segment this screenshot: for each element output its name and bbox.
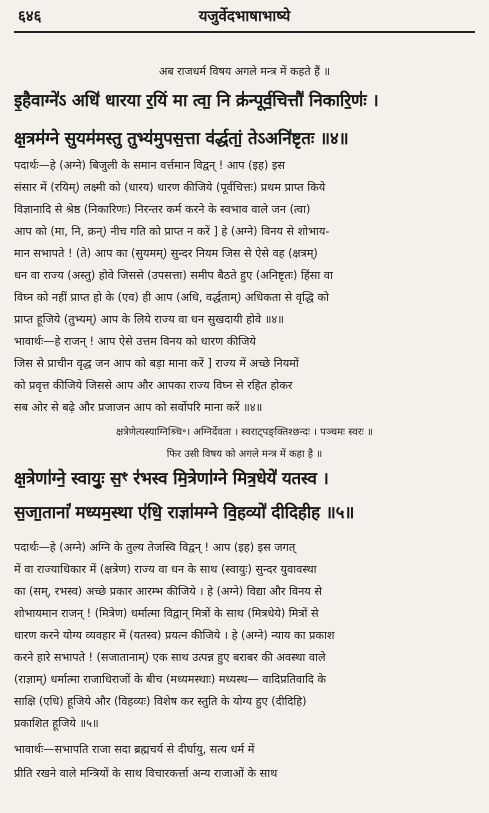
bhavartha-line: सब ओर से बढ़े और प्रजाजन आप को सर्वोपरि माना करें ॥४॥ bbox=[14, 401, 263, 414]
padartha-line: विघ्न को नहीं प्राप्त हो के (एव) ही आप (अधि, वर्द्धताम्) अधिकता से वृद्धि को bbox=[14, 291, 329, 304]
padartha-line: (राज्ञाम्) धर्मात्मा राजाधिराजों के बीच (मध्यमस्थाः) मध्यस्थ— वादिप्रतिवादि के bbox=[14, 673, 326, 686]
padartha-line: विज्ञानादि से श्रेष्ठ (निकारिणः) निरन्तर कर्म करने के स्वभाव वाले जन (त्वा) bbox=[14, 203, 311, 216]
padartha-line: में वा राज्याधिकार में (क्षत्रेण) राज्य वा धन के साथ (स्वायुः) सुन्दर युवावस्था bbox=[14, 563, 317, 576]
padartha-line: आप को (मा, नि, क्रन्) नीच गति को प्राप्त न करें ] हे (अग्ने) विनय से शोभाय- bbox=[14, 225, 330, 238]
padartha-line: संसार में (रयिम्) लक्ष्मी को (धारय) धारण कीजिये (पूर्वचित्तः) प्रथम प्राप्त किये bbox=[14, 181, 326, 194]
mantra-line: क्ष॒त्रेणा॑ग्ने॒ स्वायुः॒ स॒ꣳ र॑भस्व मि॒त्रेणा॑ग्ने मित्र॒धेये॑ यतस्व । bbox=[14, 469, 329, 489]
padartha-line: का (सम्, रभस्व) अच्छे प्रकार आरम्भ कीजिये । हे (अग्ने) विद्या और विनय से bbox=[14, 585, 322, 598]
mantra-line: स॒जा॒तानां॑ मध्यम॒स्था ए॑धि॒ राज्ञा॑मग्ने वि॒हव्यो॑ दीदिही॒ह ॥५॥ bbox=[14, 503, 355, 523]
padartha-line: प्राप्त हूजिये (तुभ्यम्) आप के लिये राज्य वा धन सुखदायी होवे ॥४॥ bbox=[14, 313, 284, 326]
bhavartha-line: भावार्थः—हे राजन् ! आप ऐसे उत्तम विनय को धारण कीजिये bbox=[14, 335, 256, 348]
padartha-line: करने हारे सभापते ! (सजातानाम्) एक साथ उत्पन्न हुए बराबर की अवस्था वाले bbox=[14, 651, 326, 664]
padartha-line: पदार्थः—हे (अग्ने) अग्नि के तुल्य तेजस्वि विद्वन् ! आप (इह) इस जगत् bbox=[14, 541, 296, 554]
mantra-line: इ॒हैवाग्ने॑ऽ अधि॑ धारया र॒यिं मा त्वा॒ नि क्र॑न्पूर्व॒चित्तौ॑ निकारि॒णः॑ । bbox=[14, 91, 379, 111]
running-title: यजुर्वेदभाषाभाष्ये bbox=[198, 7, 291, 25]
padartha-line: साक्षि (एधि) हूजिये और (विहव्यः) विशेष कर स्तुति के योग्य हुए (दीदिहि) bbox=[14, 695, 307, 708]
bhavartha-line: भावार्थः—सभापति राजा सदा ब्रह्मचर्य से दीर्घायु, सत्य धर्म में bbox=[14, 743, 255, 756]
padartha-line: पदार्थः—हे (अग्ने) बिजुली के समान वर्त्तमान विद्वन् ! आप (इह) इस bbox=[14, 159, 285, 172]
padartha-line: धारण करने योग्य व्यवहार में (यतस्व) प्रयत्न कीजिये । हे (अग्ने) न्याय का प्रकाश bbox=[14, 629, 335, 642]
header-rule bbox=[14, 31, 475, 33]
page-header bbox=[18, 6, 471, 28]
intro-line: अब राजधर्म विषय अगले मन्त्र में कहते हैं ॥ bbox=[158, 65, 331, 78]
page-number: ६४६ bbox=[18, 7, 42, 25]
padartha-line: मान सभापते ! (ते) आप का (सुयमम्) सुन्दर नियम जिस से ऐसे वह (क्षत्रम्) bbox=[14, 247, 318, 260]
padartha-line: धन वा राज्य (अस्तु) होवे जिससे (उपसत्ता) समीप बैठते हुए (अनिष्टृतः) हिंसा वा bbox=[14, 269, 333, 282]
bhavartha-line: प्रीति रखने वाले मन्त्रियों के साथ विचारकर्त्ता अन्य राजाओं के साथ bbox=[14, 767, 278, 780]
bhavartha-line: जिस से प्राचीन वृद्ध जन आप को बड़ा माना करें ] राज्य में अच्छे नियमों bbox=[14, 357, 299, 370]
metadata-line: क्षत्रेणेत्यस्याग्निश्र्चि॰। अग्निर्देवता । स्वराट्पङ्क्तिश्छन्दः । पञ्चमः स्वरः ॥ bbox=[116, 427, 373, 438]
padartha-line: शोभायमान राजन् ! (मित्रेण) धर्मात्मा विद्वान् मित्रों के साथ (मित्रधेये) मित्रों से bbox=[14, 607, 319, 620]
padartha-line: प्रकाशित हूजिये ॥५॥ bbox=[14, 717, 99, 730]
mantra-line: क्ष॒त्रम॑ग्ने सु॒यम॑मस्तु॒ तुभ्य॑मुपस॒त्ता व॑र्द्धतां॒ तेऽअनि॑ष्टृतः ॥४॥ bbox=[14, 129, 349, 149]
intro-line: फिर उसी विषय को अगले मन्त्र में कहा है ॥ bbox=[166, 449, 323, 460]
bhavartha-line: को प्रवृत्त कीजिये जिससे आप और आपका राज्य विघ्न से रहित होकर bbox=[14, 379, 293, 392]
